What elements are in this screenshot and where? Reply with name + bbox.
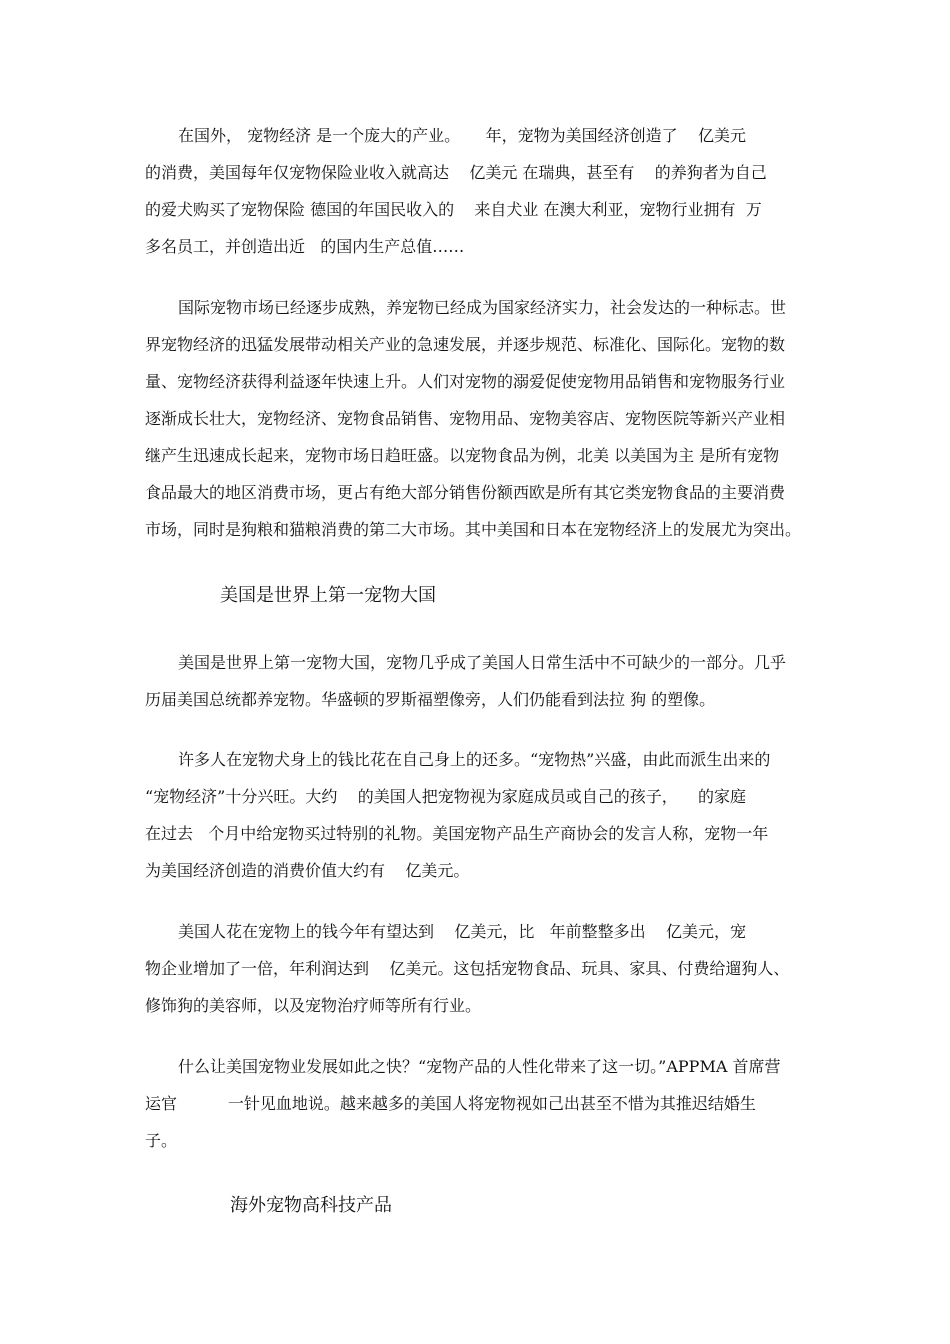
paragraph-2-line-6: 食品最大的地区消费市场，更占有绝大部分销售份额西欧是所有其它类宠物食品的主要消费 [145,483,786,502]
section-heading-usa-pet-power: 美国是世界上第一宠物大国 [220,585,436,606]
paragraph-4-line-3: 在过去 个月中给宠物买过特别的礼物。美国宠物产品生产商协会的发言人称，宠物一年 [145,824,769,843]
paragraph-5-line-2: 物企业增加了一倍，年利润达到 亿美元。这包括宠物食品、玩具、家具、付费给遛狗人、 [145,959,790,978]
paragraph-2-line-7: 市场，同时是狗粮和猫粮消费的第二大市场。其中美国和日本在宠物经济上的发展尤为突出。 [145,520,802,539]
paragraph-4-line-2: “宠物经济”十分兴旺。大约 的美国人把宠物视为家庭成员或自己的孩子， 的家庭 [145,787,747,806]
paragraph-4-line-4: 为美国经济创造的消费价值大约有 亿美元。 [145,861,470,880]
paragraph-2-line-2: 界宠物经济的迅猛发展带动相关产业的急速发展，并逐步规范、标准化、国际化。宠物的数 [145,335,786,354]
paragraph-5-line-3: 修饰狗的美容师，以及宠物治疗师等所有行业。 [145,996,482,1015]
paragraph-6-line-1: 什么让美国宠物业发展如此之快？“宠物产品的人性化带来了这一切。”APPMA 首席营 [178,1057,781,1076]
paragraph-2-line-5: 继产生迅速成长起来，宠物市场日趋旺盛。以宠物食品为例，北美 以美国为主 是所有宠物 [145,446,780,465]
paragraph-1-line-4: 多名员工，并创造出近 的国内生产总值…… [145,237,465,256]
paragraph-1-line-1: 在国外， 宠物经济 是一个庞大的产业。 年，宠物为美国经济创造了 亿美元 [178,126,746,145]
paragraph-3-line-1: 美国是世界上第一宠物大国，宠物几乎成了美国人日常生活中不可缺少的一部分。几乎 [178,653,787,672]
section-heading-overseas-hightech: 海外宠物高科技产品 [230,1195,392,1216]
paragraph-2-line-3: 量、宠物经济获得利益逐年快速上升。人们对宠物的溺爱促使宠物用品销售和宠物服务行业 [145,372,786,391]
paragraph-2-line-4: 逐渐成长壮大，宠物经济、宠物食品销售、宠物用品、宠物美容店、宠物医院等新兴产业相 [145,409,786,428]
paragraph-1-line-3: 的爱犬购买了宠物保险 德国的年国民收入的 来自犬业 在澳大利亚，宠物行业拥有 万 [145,200,762,219]
paragraph-2-line-1: 国际宠物市场已经逐步成熟，养宠物已经成为国家经济实力，社会发达的一种标志。世 [178,298,787,317]
paragraph-1-line-2: 的消费，美国每年仅宠物保险业收入就高达 亿美元 在瑞典，甚至有 的养狗者为自己 [145,163,767,182]
paragraph-5-line-1: 美国人花在宠物上的钱今年有望达到 亿美元，比 年前整整多出 亿美元，宠 [178,922,746,941]
paragraph-3-line-2: 历届美国总统都养宠物。华盛顿的罗斯福塑像旁，人们仍能看到法拉 狗 的塑像。 [145,690,716,709]
paragraph-6-line-3: 子。 [145,1131,178,1150]
paragraph-6-line-2: 运官 一针见血地说。越来越多的美国人将宠物视如己出甚至不惜为其推迟结婚生 [145,1094,756,1113]
paragraph-4-line-1: 许多人在宠物犬身上的钱比花在自己身上的还多。“宠物热”兴盛，由此而派生出来的 [178,750,771,769]
